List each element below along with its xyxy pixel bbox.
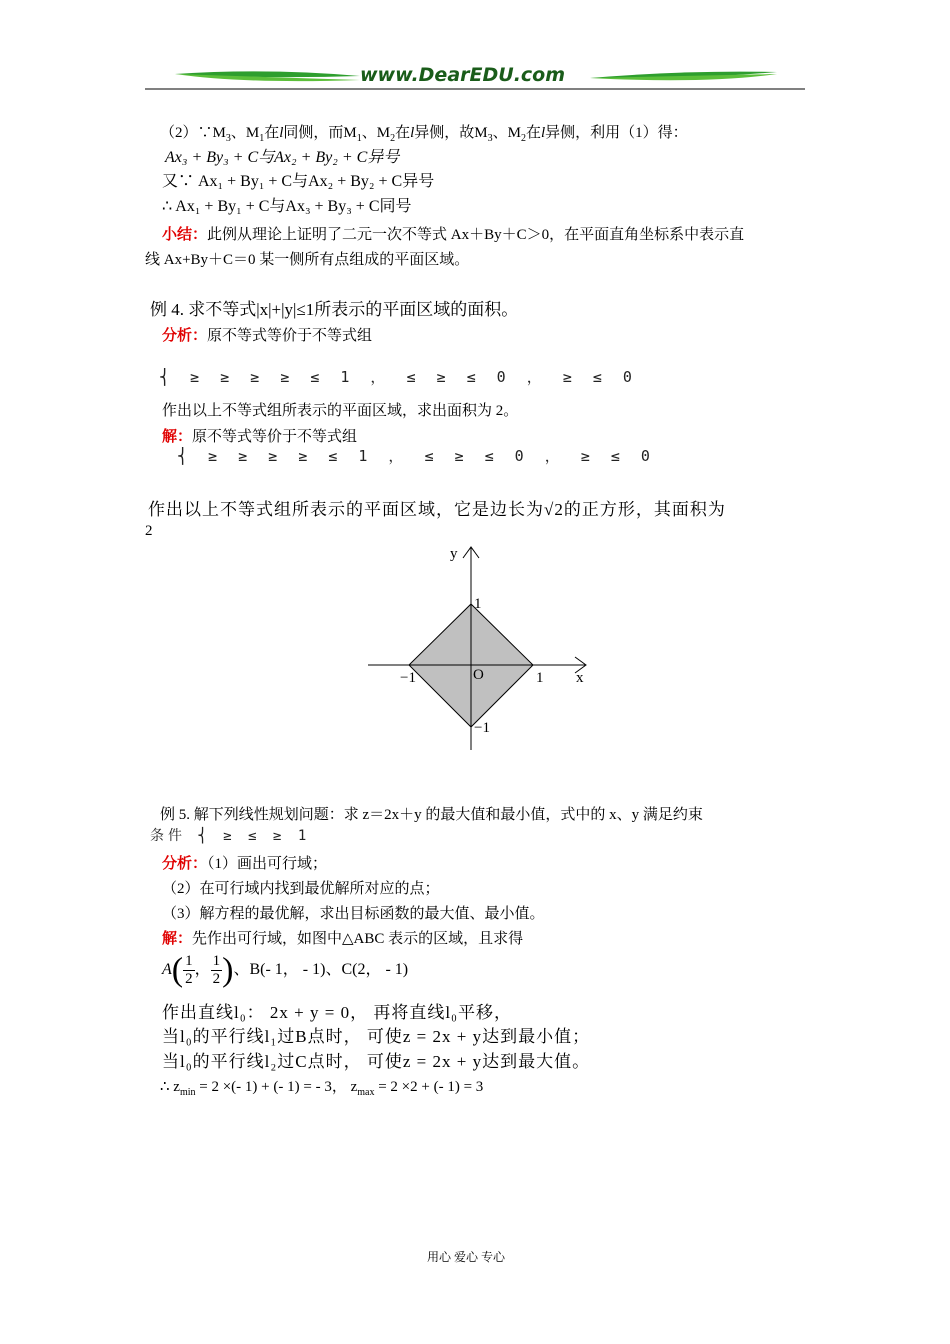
x-axis-label: x — [576, 670, 584, 686]
ex5-solution: 解：先作出可行域，如图中△ABC 表示的区域，且求得 — [162, 931, 524, 947]
ex4-solution-label: 解： — [162, 429, 193, 445]
tick-label-y-positive: 1 — [474, 596, 482, 612]
site-logo-text: www.DearEDU.com — [360, 64, 566, 86]
ex5-line-min: 当l₀的平行线l₁过B点时， 可使z = 2x + y达到最小值； — [162, 1027, 591, 1046]
ex4-solution-result: 作出以上不等式组所表示的平面区域，它是边长为√2的正方形，其面积为 — [148, 500, 726, 519]
ex4-system-garbled: ⎨ ≥ ≥ ≥ ≥ ≤ 1 ， ≤ ≥ ≤ 0 ， ≥ ≤ 0 — [160, 368, 638, 386]
summary-label: 小结： — [162, 227, 208, 243]
fraction-half-y: $\frac{1}{2}$ — [212, 952, 221, 987]
ex5-analysis-3: （3）解方程的最优解，求出目标函数的最大值、最小值。 — [162, 906, 545, 922]
ex4-analysis-result: 作出以上不等式组所表示的平面区域，求出面积为 2。 — [162, 403, 519, 419]
ex5-analysis: 分析：（1）画出可行域； — [162, 856, 328, 872]
ex5-condition-garbled: 条件 ⎨ ≥ ≤ ≥ 1 — [150, 828, 311, 844]
tick-label-y-negative: −1 — [474, 720, 490, 736]
header-banner — [145, 62, 805, 92]
ex4-title: 例 4. 求不等式|x|+|y|≤1所表示的平面区域的面积。 — [150, 300, 519, 319]
ex5-points: A( $\frac{1}{2}$， $\frac{1}{2}$)、B(- 1， - 1)、C(2， - 1) — [162, 951, 409, 989]
y-axis-label: y — [450, 546, 458, 562]
ex5-solution-label: 解： — [162, 931, 193, 947]
summary-line2: 线 Ax+By＋C＝0 某一侧所有点组成的平面区域。 — [145, 252, 470, 268]
footer-text: 用心 爱心 专心 — [427, 1250, 506, 1264]
ex5-analysis-2: （2）在可行域内找到最优解所对应的点； — [162, 881, 440, 897]
ex4-analysis-label: 分析： — [162, 328, 208, 344]
ex5-line-l0: 作出直线l₀： 2x + y = 0， 再将直线l₀平移， — [162, 1003, 512, 1022]
part2-eq3: ∴ Ax₁ + By₁ + C与Ax₃ + By₃ + C同号 — [162, 198, 412, 215]
ex5-line-max: 当l₀的平行线l₂过C点时， 可使z = 2x + y达到最大值。 — [162, 1052, 591, 1071]
ex4-system-garbled-2: ⎨ ≥ ≥ ≥ ≥ ≤ 1 ， ≤ ≥ ≤ 0 ， ≥ ≤ 0 — [178, 447, 656, 465]
part2-eq1: Ax₃ + By₃ + C与Ax₂ + By₂ + C异号 — [165, 149, 400, 166]
tick-label-x-negative: −1 — [400, 670, 416, 686]
part2-line1: $(2)\because M_3$、$M_1$在l同侧，而$M_1$、$M_2$在l异侧，故$M_3$、$M_2$在l异侧，利用（1）得： — [160, 125, 688, 144]
summary-line1: 小结：此例从理论上证明了二元一次不等式 Ax＋By＋C＞0，在平面直角坐标系中表示直 — [162, 227, 745, 243]
square-region-graph — [360, 540, 600, 770]
ex4-solution-result-2: 2 — [145, 523, 153, 539]
sqrt2: √2 — [544, 500, 564, 519]
origin-label: O — [473, 667, 484, 683]
ex4-analysis: 分析：原不等式等价于不等式组 — [162, 328, 373, 344]
ex5-analysis-label: 分析： — [162, 856, 208, 872]
ex5-title: 例 5. 解下列线性规划问题：求 z＝2x＋y 的最大值和最小值，式中的 x、y 满足约束 — [160, 807, 703, 823]
fraction-half-x: $\frac{1}{2}$ — [185, 952, 193, 987]
part2-eq2: 又∵ Ax₁ + By₁ + C与Ax₂ + By₂ + C异号 — [162, 173, 435, 190]
ex4-solution: 解：原不等式等价于不等式组 — [162, 429, 358, 445]
ex5-result: ∴ $z_{min} = 2$ ×(- 1) + (- 1) = - 3， $z_{max} = 2 \times 2$ + (- 1) = 3 — [160, 1079, 484, 1098]
tick-label-x-positive: 1 — [536, 670, 544, 686]
